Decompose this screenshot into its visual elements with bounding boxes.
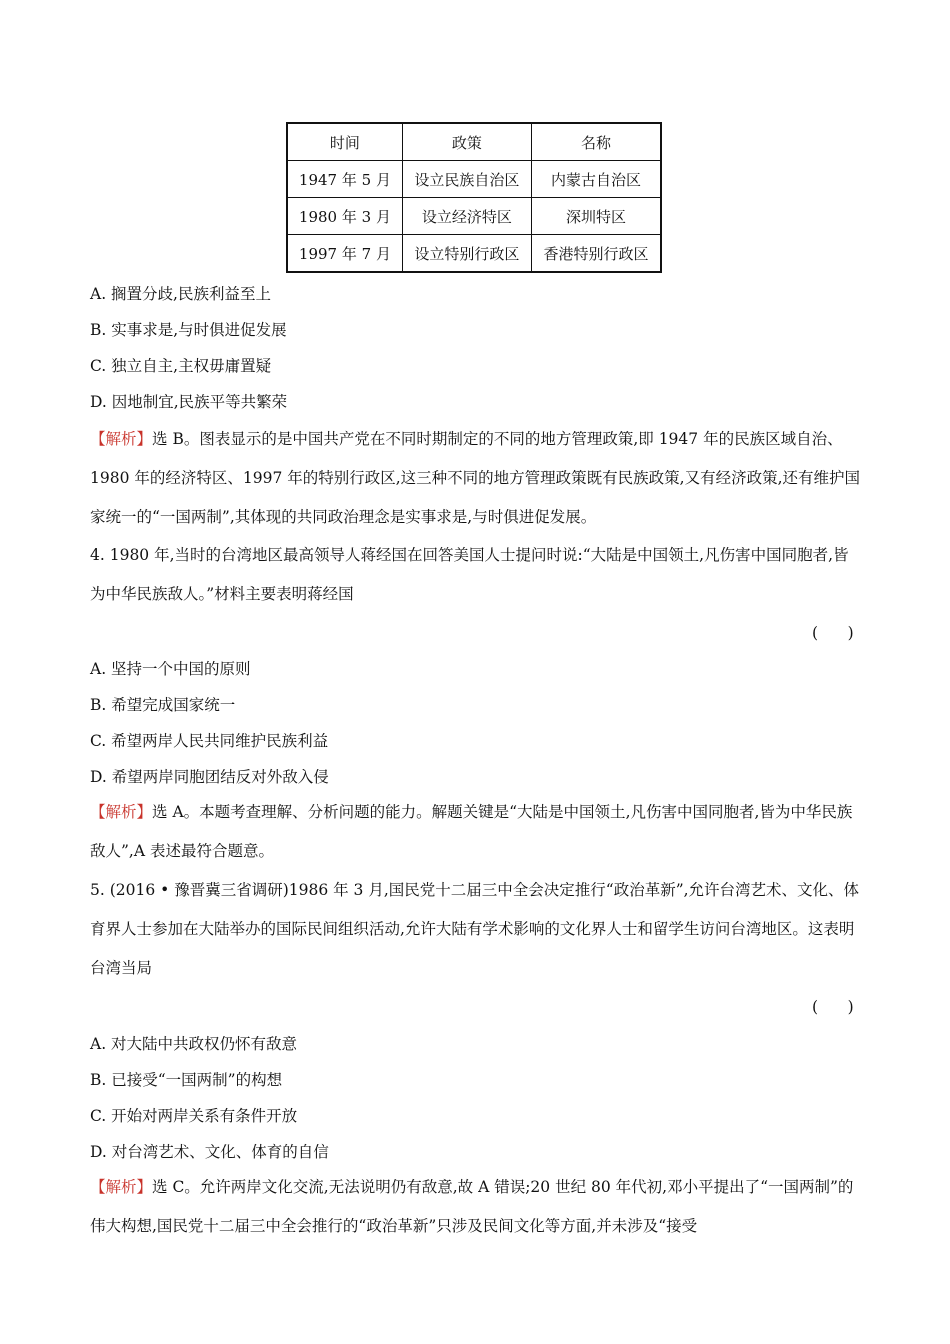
q5-answer-paren: ( ) [812,998,854,1016]
q5-option-a: A. 对大陆中共政权仍怀有敌意 [90,1035,298,1053]
table-cell: 内蒙古自治区 [531,161,661,198]
q5-option-c: C. 开始对两岸关系有条件开放 [90,1107,298,1125]
table-header-cell: 政策 [402,123,531,161]
q5-stem: 5. (2016 • 豫晋冀三省调研)1986 年 3 月,国民党十二届三中全会决定推行“政治革新”,允许台湾艺术、文化、体育界人士参加在大陆举办的国际民间组织活动,允许大陆有学术影响的文化界人士和留学生访问台湾地区。这表明台湾当局 [90,881,860,977]
analysis-tag: 【解析】 [90,430,153,448]
q4-analysis [90,793,862,871]
q4-option-c: C. 希望两岸人民共同维护民族利益 [90,732,329,750]
table-header-cell: 名称 [531,123,661,161]
q4-stem: 4. 1980 年,当时的台湾地区最高领导人蒋经国在回答美国人士提问时说:“大陆是中国领土,凡伤害中国同胞者,皆为中华民族敌人。”材料主要表明蒋经国 [90,546,849,603]
table-cell: 1997 年 7 月 [287,235,402,273]
q4-option-d: D. 希望两岸同胞团结反对外敌入侵 [90,768,329,786]
table-header-cell: 时间 [287,123,402,161]
table-row [287,235,661,273]
table-cell: 设立民族自治区 [402,161,531,198]
q3-option-a: A. 搁置分歧,民族利益至上 [90,285,271,303]
q4-answer-paren: ( ) [812,624,854,642]
q5-option-d: D. 对台湾艺术、文化、体育的自信 [90,1143,329,1161]
table-row [287,198,661,235]
q5-option-b: B. 已接受“一国两制”的构想 [90,1071,283,1089]
analysis-text: 选 B。图表显示的是中国共产党在不同时期制定的不同的地方管理政策,即 1947 年的民族区域自治、1980 年的经济特区、1997 年的特别行政区,这三种不同的地方管理政策既有民族政策,又有经济政策,还有维护国家统一的“一国两制”,其体现的共同政治理念是实事求是,与时俱进促发展。 [90,430,861,526]
table-cell: 设立经济特区 [402,198,531,235]
q4-option-a: A. 坚持一个中国的原则 [90,660,251,678]
table-header-row [287,123,661,161]
q5-analysis [90,1168,862,1246]
q3-option-d: D. 因地制宜,民族平等共繁荣 [90,393,288,411]
table-cell: 设立特别行政区 [402,235,531,273]
table-cell: 香港特别行政区 [531,235,661,273]
q3-option-b: B. 实事求是,与时俱进促发展 [90,321,287,339]
analysis-tag: 【解析】 [90,1178,153,1196]
table-cell: 深圳特区 [531,198,661,235]
table-cell: 1947 年 5 月 [287,161,402,198]
analysis-text: 选 C。允许两岸文化交流,无法说明仍有敌意,故 A 错误;20 世纪 80 年代初,邓小平提出了“一国两制”的伟大构想,国民党十二届三中全会推行的“政治革新”只涉及民间文化等方面,并未涉及“接受 [90,1178,854,1235]
analysis-tag: 【解析】 [90,803,153,821]
analysis-text: 选 A。本题考查理解、分析问题的能力。解题关键是“大陆是中国领土,凡伤害中国同胞者,皆为中华民族敌人”,A 表述最符合题意。 [90,803,853,860]
policy-table [286,122,662,273]
q4-option-b: B. 希望完成国家统一 [90,696,236,714]
q3-analysis [90,420,862,537]
q3-option-c: C. 独立自主,主权毋庸置疑 [90,357,272,375]
table-cell: 1980 年 3 月 [287,198,402,235]
table-row [287,161,661,198]
